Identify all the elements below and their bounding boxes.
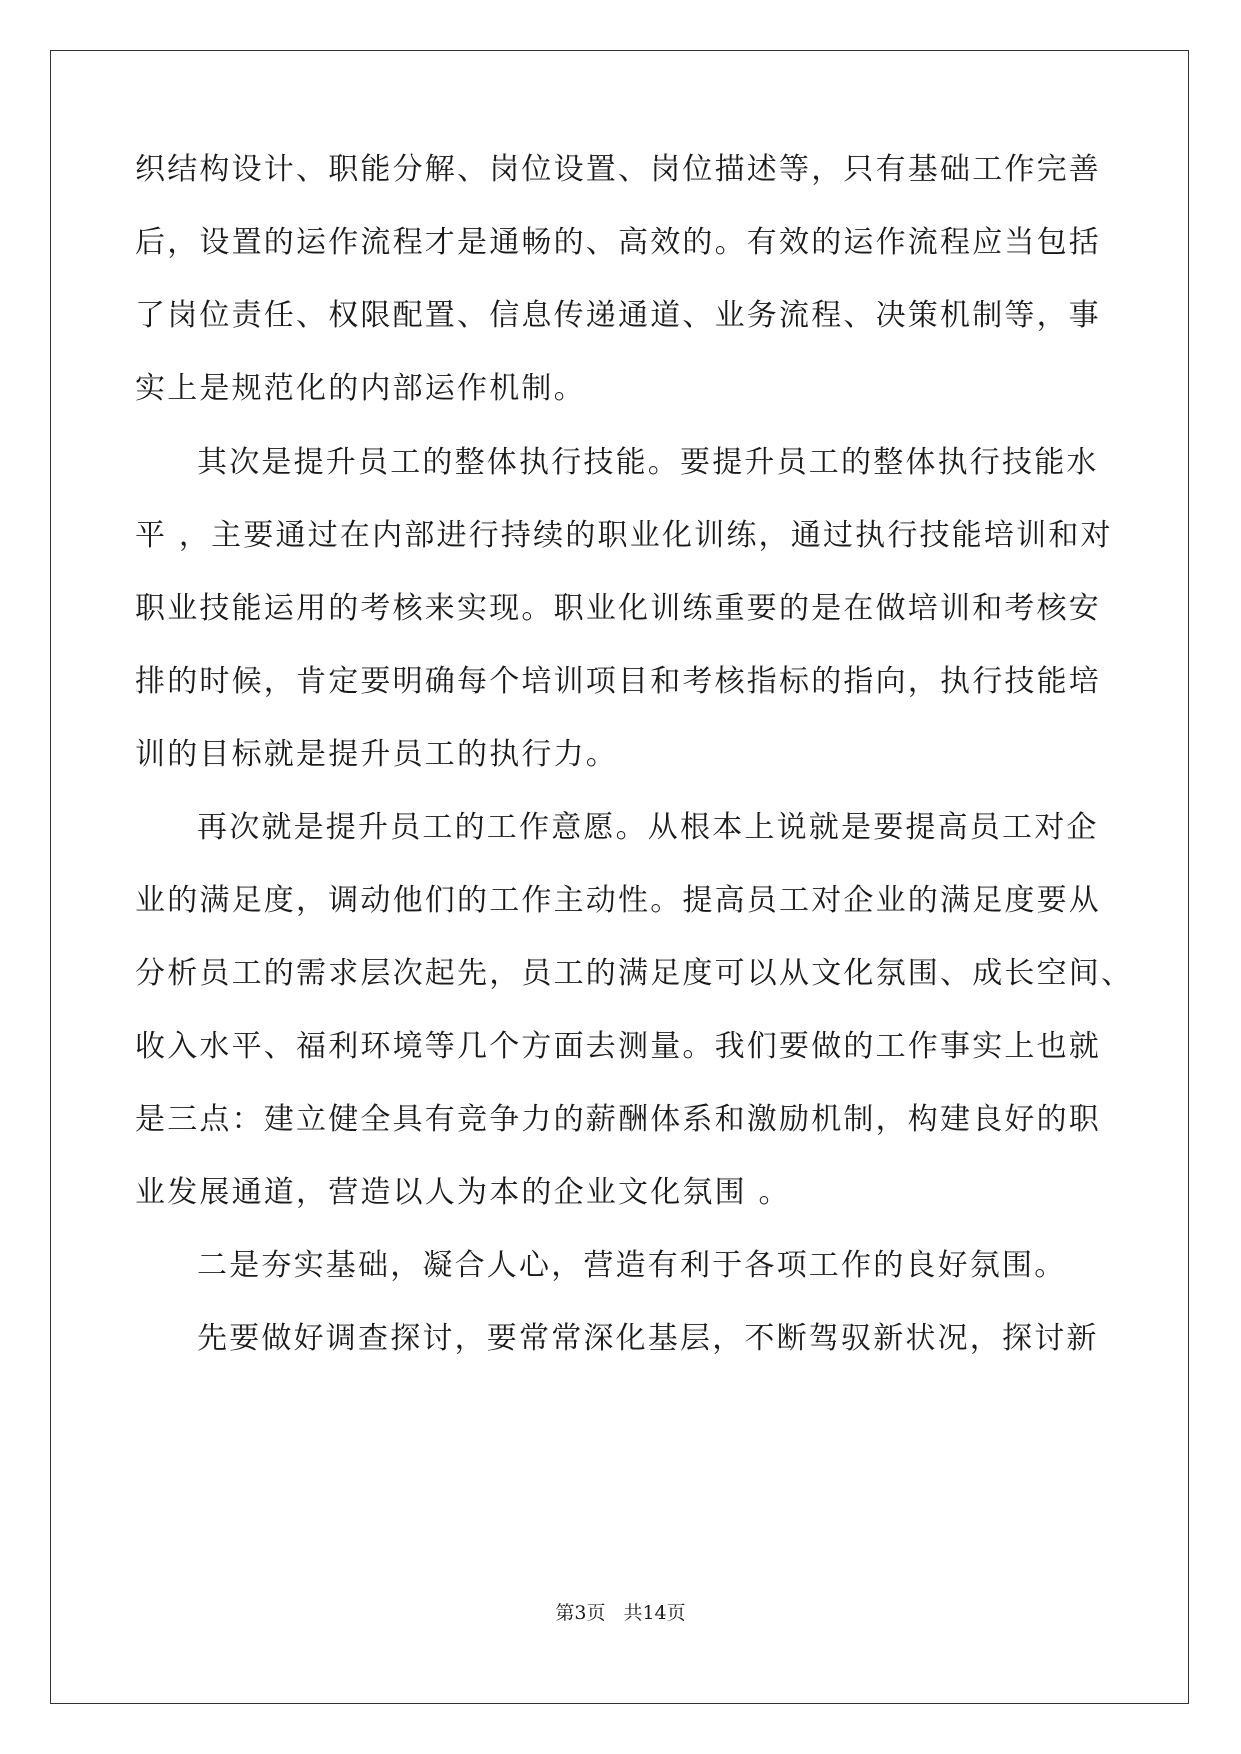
text-line: 业发展通道，营造以人为本的企业文化氛围 。 bbox=[135, 1175, 791, 1210]
text-line: 职业技能运用的考核来实现。职业化训练重要的是在做培训和考核安 bbox=[135, 591, 1101, 626]
text-line: 排的时候，肯定要明确每个培训项目和考核指标的指向，执行技能培 bbox=[135, 664, 1101, 699]
paragraph-first-line: 二是夯实基础，凝合人心，营造有利于各项工作的良好氛围。 bbox=[197, 1248, 1067, 1283]
text-line: 了岗位责任、权限配置、信息传递通道、业务流程、决策机制等，事 bbox=[135, 298, 1101, 333]
text-line: 织结构设计、职能分解、岗位设置、岗位描述等，只有基础工作完善 bbox=[135, 152, 1101, 187]
text-line: 收入水平、福利环境等几个方面去测量。我们要做的工作事实上也就 bbox=[135, 1029, 1101, 1064]
paragraph-first-line: 其次是提升员工的整体执行技能。要提升员工的整体执行技能水 bbox=[197, 445, 1099, 480]
text-line: 训的目标就是提升员工的执行力。 bbox=[135, 737, 618, 772]
text-line: 后，设置的运作流程才是通畅的、高效的。有效的运作流程应当包括 bbox=[135, 225, 1101, 260]
page-number: 第3页 bbox=[555, 1602, 606, 1624]
paragraph-first-line: 再次就是提升员工的工作意愿。从根本上说就是要提高员工对企 bbox=[197, 810, 1099, 845]
text-line: 是三点：建立健全具有竞争力的薪酬体系和激励机制，构建良好的职 bbox=[135, 1102, 1101, 1137]
page-footer bbox=[0, 1601, 1241, 1625]
text-line: 分析员工的需求层次起先，员工的满足度可以从文化氛围、成长空间、 bbox=[135, 956, 1134, 991]
text-line: 平 ，主要通过在内部进行持续的职业化训练，通过执行技能培训和对 bbox=[135, 518, 1113, 553]
text-line: 实上是规范化的内部运作机制。 bbox=[135, 371, 586, 406]
paragraph-first-line: 先要做好调查探讨，要常常深化基层，不断驾驭新状况，探讨新 bbox=[197, 1321, 1099, 1356]
text-line: 业的满足度，调动他们的工作主动性。提高员工对企业的满足度要从 bbox=[135, 883, 1101, 918]
page-total: 共14页 bbox=[623, 1602, 686, 1624]
